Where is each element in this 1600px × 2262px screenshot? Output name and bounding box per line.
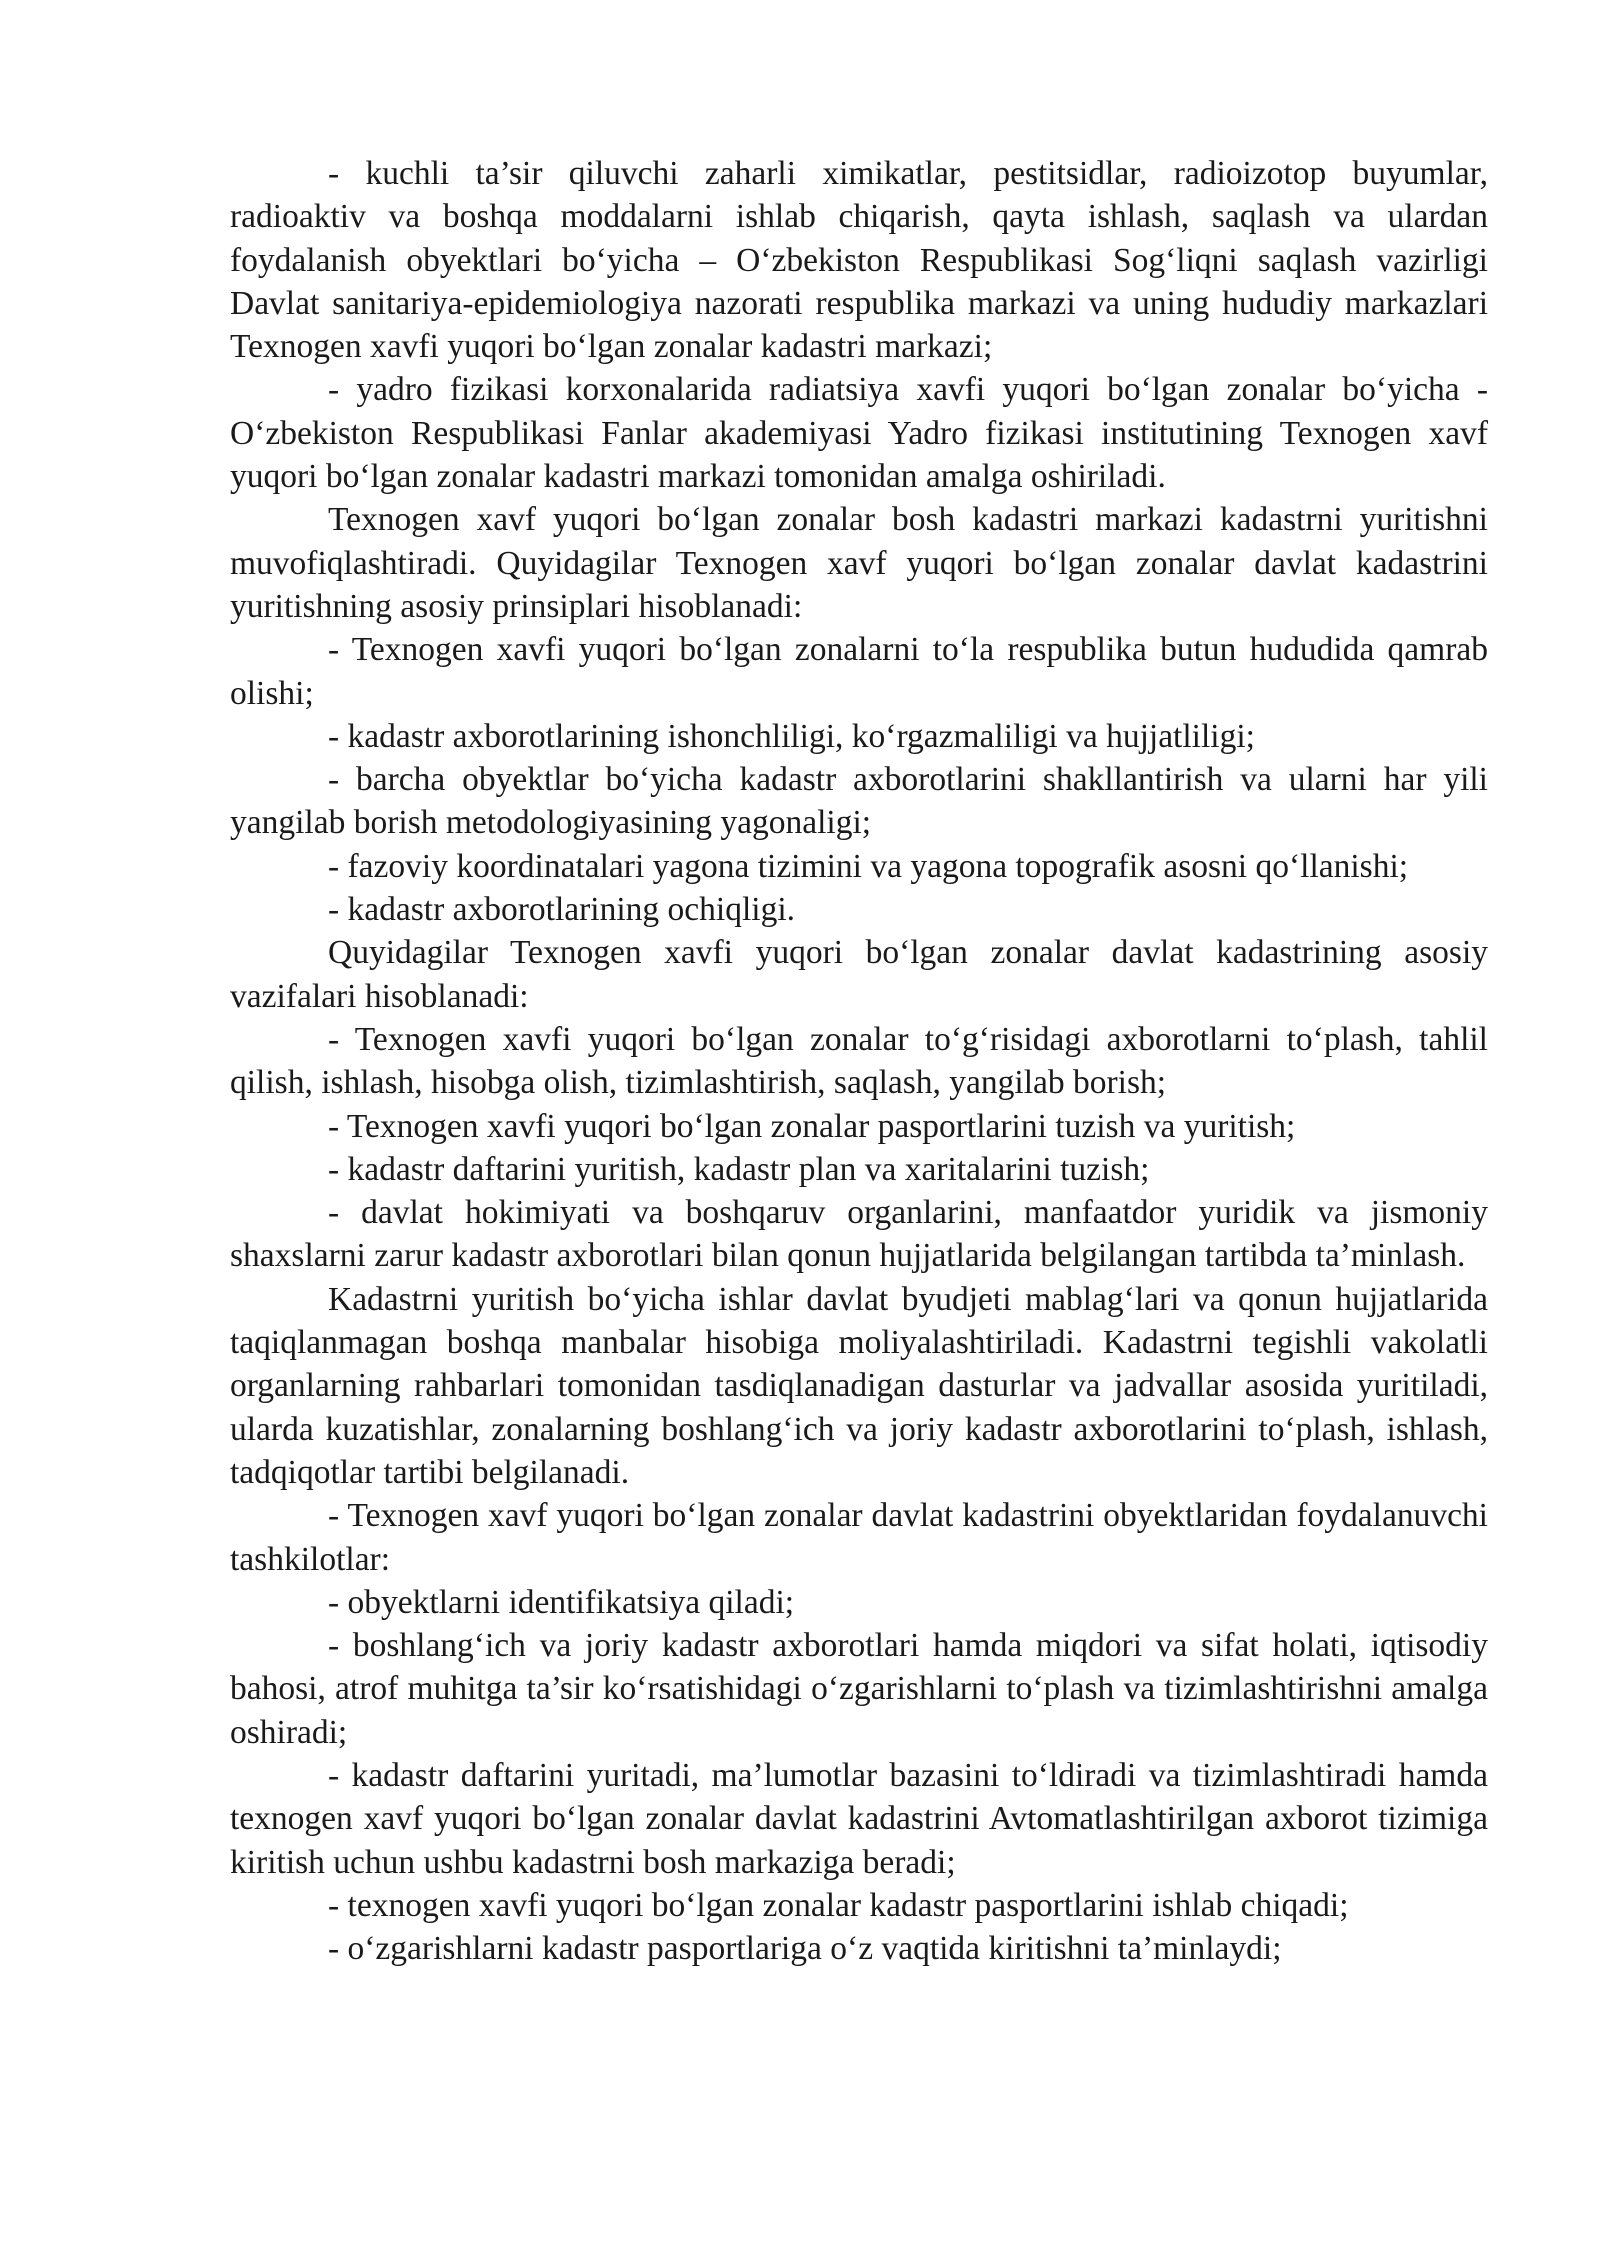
paragraph: - Texnogen xavf yuqori bo‘lgan zonalar davlat kadastrini obyektlaridan foydalanuvchi tashkilotlar:	[230, 1497, 1488, 1578]
paragraph: Quyidagilar Texnogen xavfi yuqori bo‘lgan zonalar davlat kadastrining asosiy vazifalari hisoblanadi:	[230, 934, 1488, 1015]
paragraph: Kadastrni yuritish bo‘yicha ishlar davlat byudjeti mablag‘lari va qonun hujjatlarida taqiqlanmagan boshqa manbalar hisobiga moliyalashtiriladi. Kadastrni tegishli vakolatli organlarning rahbarlari tomonidan tasdiqlanadigan dasturlar va jadvallar asosida yuritiladi, ularda kuzatishlar, zonalarning boshlang‘ich va joriy kadastr axborotlarini to‘plash, ishlash, tadqiqotlar tartibi belgilanadi.	[230, 1280, 1488, 1491]
paragraph: - kadastr daftarini yuritadi, ma’lumotlar bazasini to‘ldiradi va tizimlashtiradi hamda texnogen xavf yuqori bo‘lgan zonalar davlat kadastrini Avtomatlashtirilgan axborot tizimiga kiritish uchun ushbu kadastrni bosh markaziga beradi;	[230, 1756, 1488, 1881]
paragraph: - barcha obyektlar bo‘yicha kadastr axborotlarini shakllantirish va ularni har yili yangilab borish metodologiyasining yagonaligi;	[230, 761, 1488, 842]
paragraph: Texnogen xavf yuqori bo‘lgan zonalar bosh kadastri markazi kadastrni yuritishni muvofiqlashtiradi. Quyidagilar Texnogen xavf yuqori bo‘lgan zonalar davlat kadastrini yuritishning asosiy prinsiplari hisoblanadi:	[230, 501, 1488, 625]
paragraph: - texnogen xavfi yuqori bo‘lgan zonalar kadastr pasportlarini ishlab chiqadi;	[328, 1886, 1349, 1924]
paragraph: - Texnogen xavfi yuqori bo‘lgan zonalarni to‘la respublika butun hududida qamrab olishi;	[230, 631, 1488, 712]
paragraph: - kadastr daftarini yuritish, kadastr plan va xaritalarini tuzish;	[328, 1150, 1150, 1188]
paragraph: - boshlang‘ich va joriy kadastr axborotlari hamda miqdori va sifat holati, iqtisodiy bahosi, atrof muhitga ta’sir ko‘rsatishidagi o‘zgarishlarni to‘plash va tizimlashtirishni amalga oshiradi;	[230, 1627, 1488, 1751]
paragraph: - yadro fizikasi korxonalarida radiatsiya xavfi yuqori bo‘lgan zonalar bo‘yicha - O‘zbekiston Respublikasi Fanlar akademiyasi Yadro fizikasi institutining Texnogen xavf yuqori bo‘lgan zonalar kadastri markazi tomonidan amalga oshiriladi.	[230, 371, 1488, 496]
paragraph: - fazoviy koordinatalari yagona tizimini va yagona topografik asosni qo‘llanishi;	[328, 847, 1409, 885]
paragraph: - davlat hokimiyati va boshqaruv organlarini, manfaatdor yuridik va jismoniy shaxslarni zarur kadastr axborotlari bilan qonun hujjatlarida belgilangan tartibda ta’minlash.	[230, 1194, 1488, 1275]
paragraph: - kadastr axborotlarining ishonchliligi, ko‘rgazmaliligi va hujjatliligi;	[328, 717, 1255, 755]
document-page	[230, 152, 1488, 1970]
paragraph: - kadastr axborotlarining ochiqligi.	[328, 891, 796, 929]
paragraph: - Texnogen xavfi yuqori bo‘lgan zonalar pasportlarini tuzish va yuritish;	[328, 1107, 1296, 1145]
paragraph: - kuchli ta’sir qiluvchi zaharli ximikatlar, pestitsidlar, radioizotop buyumlar, radioaktiv va boshqa moddalarni ishlab chiqarish, qayta ishlash, saqlash va ulardan foydalanish obyektlari bo‘yicha – O‘zbekiston Respublikasi Sog‘liqni saqlash vazirligi Davlat sanitariya-epidemiologiya nazorati respublika markazi va uning hududiy markazlari Texnogen xavfi yuqori bo‘lgan zonalar kadastri markazi;	[230, 155, 1488, 366]
paragraph: - o‘zgarishlarni kadastr pasportlariga o‘z vaqtida kiritishni ta’minlaydi;	[328, 1930, 1282, 1968]
paragraph: - Texnogen xavfi yuqori bo‘lgan zonalar to‘g‘risidagi axborotlarni to‘plash, tahlil qilish, ishlash, hisobga olish, tizimlashtirish, saqlash, yangilab borish;	[230, 1020, 1488, 1102]
paragraph: - obyektlarni identifikatsiya qiladi;	[328, 1583, 795, 1621]
